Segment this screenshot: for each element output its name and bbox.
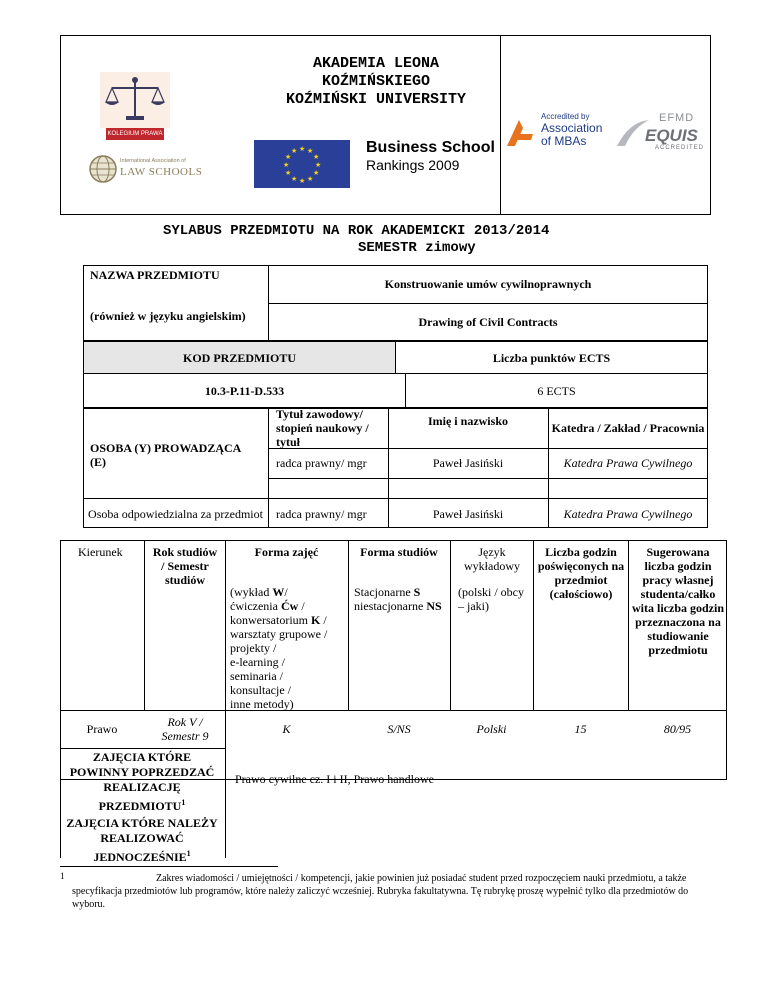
kierunek-value: Prawo: [86, 722, 118, 736]
svg-text:★: ★: [307, 147, 314, 155]
lecturer-label: OSOBA (Y) PROWADZĄCA (E): [90, 441, 241, 469]
col-title-header: Tytuł zawodowy/ stopień naukowy / tytuł: [276, 407, 369, 449]
ects-label: Liczba punktów ECTS: [492, 350, 611, 365]
title-line-1: AKADEMIA LEONA: [312, 55, 440, 72]
course-name-en-label: (również w języku angielskim): [90, 309, 246, 323]
syllabus-heading-line-1: SYLABUS PRZEDMIOTU NA ROK AKADEMICKI 2013/2014: [163, 223, 550, 239]
prereq-text-a: ZAJĘCIA KTÓRE POWINNY POPRZEDZAĆ REALIZACJĘ PRZEDMIOTU: [69, 750, 215, 813]
svg-text:★: ★: [307, 175, 314, 183]
desc-part: K: [310, 613, 321, 627]
forma-studiow-value: S/NS: [387, 722, 411, 736]
course-code-value: 10.3-P.11-D.533: [84, 374, 406, 407]
kierunek-header: Kierunek: [78, 545, 123, 559]
amba-line-1: Accredited by: [541, 112, 590, 121]
sugerowana-header: Sugerowana liczba godzin pracy własnej studenta/całko wita liczba godzin przeznaczona na studiowanie przedmiotu: [632, 545, 724, 657]
prereq-text-b: ZAJĘCIA KTÓRE NALEŻY REALIZOWAĆ JEDNOCZEŚNIE: [66, 816, 218, 864]
prereq-label-a: [62, 750, 222, 814]
title-line-3: KOŹMIŃSKI UNIVERSITY: [285, 91, 467, 108]
col-dept-header: Katedra / Zakład / Pracownia: [551, 421, 705, 435]
svg-text:★: ★: [315, 161, 322, 169]
divider: [628, 540, 629, 710]
desc-part: niestacjonarne: [354, 599, 424, 613]
teacher-row-2-title: radca prawny/ mgr: [276, 506, 367, 521]
forma-zajec-header: Forma zajęć: [254, 545, 319, 559]
footnote-number: 1: [60, 871, 65, 881]
divider: [533, 540, 534, 710]
responsible-label: Osoba odpowiedzialna za przedmiot: [88, 506, 263, 521]
university-title: [235, 55, 517, 109]
footnote-separator: [60, 866, 278, 867]
eu-flag-logo: [254, 140, 350, 188]
desc-part: Ćw: [280, 599, 299, 613]
svg-text:★: ★: [291, 175, 298, 183]
footnote-text: Zakres wiadomości / umiejętności / kompetencji, jakie powinien już posiadać student przed rozpoczęciem nauki przedmiotu, a także specyfikacja przedmiotów lub programów, które należy zaliczyć wcześniej. Rubryka fakultatywna. Tę rubrykę proszę wypełnić tylko dla przedmiotów do wyboru.: [72, 873, 689, 910]
amba-logo: [505, 110, 609, 154]
amba-line-2: Association: [541, 121, 603, 135]
jezyk-value: Polski: [476, 722, 507, 736]
law-schools-big-text: LAW SCHOOLS: [120, 166, 203, 178]
divider: [450, 540, 451, 710]
divider: [225, 748, 226, 858]
svg-text:★: ★: [283, 161, 290, 169]
footnote: [60, 871, 704, 911]
jezyk-header: Język wykładowy: [464, 545, 520, 573]
equis-text: EQUIS: [645, 126, 698, 145]
amba-line-3: of MBAs: [541, 134, 587, 148]
svg-text:★: ★: [291, 147, 298, 155]
course-name-en-value: Drawing of Civil Contracts: [418, 315, 558, 329]
divider: [60, 748, 61, 858]
divider: [144, 540, 145, 710]
divider: [268, 408, 269, 528]
svg-text:★: ★: [285, 169, 292, 177]
efmd-text: EFMD: [659, 112, 695, 124]
desc-part: NS: [426, 599, 442, 613]
prereq-label-b: [62, 816, 222, 865]
business-school-text: Business School: [366, 139, 495, 156]
sugerowana-value: 80/95: [663, 722, 692, 736]
footnote-ref-a: 1: [181, 798, 186, 807]
divider: [268, 478, 708, 479]
desc-part: W: [272, 585, 285, 599]
teacher-row-2-name: Paweł Jasiński: [432, 506, 504, 521]
divider: [60, 748, 225, 749]
liczba-godzin-header: Liczba godzin poświęconych na przedmiot (całościowo): [537, 545, 625, 601]
desc-part: S: [413, 585, 421, 599]
desc-part: Stacjonarne: [354, 585, 414, 599]
teacher-row-1-name: Paweł Jasiński: [432, 456, 504, 470]
amba-mark-icon: [505, 114, 535, 148]
forma-zajec-desc: [230, 585, 348, 711]
rok-value: Rok V / Semestr 9: [161, 715, 209, 743]
desc-part: / konwersatorium: [230, 599, 308, 627]
teacher-row-2-dept: Katedra Prawa Cywilnego: [563, 506, 693, 521]
svg-text:★: ★: [285, 153, 292, 161]
svg-text:★: ★: [313, 169, 320, 177]
col-name-header: Imię i nazwisko: [427, 414, 508, 428]
svg-text:★: ★: [299, 145, 306, 153]
kolegium-label: KOLEGIUM PRAWA: [106, 128, 164, 140]
accredited-text: ACCREDITED: [655, 145, 705, 151]
rankings-text: Rankings 2009: [366, 157, 460, 173]
teacher-row-1-title: radca prawny/ mgr: [276, 456, 367, 470]
forma-studiow-desc: [354, 585, 450, 613]
desc-part: (wykład: [230, 585, 273, 599]
law-schools-small-text: International Association of: [120, 158, 186, 164]
teacher-row-1-dept: Katedra Prawa Cywilnego: [563, 456, 693, 470]
business-school-ranking: [366, 138, 498, 178]
liczba-godzin-value: 15: [574, 722, 587, 736]
globe-icon: [88, 154, 118, 184]
title-line-2: KOŹMIŃSKIEGO: [321, 73, 431, 90]
prereq-value: Prawo cywilne cz. I i II, Prawo handlowe: [235, 772, 434, 786]
course-name-label: NAZWA PRZEDMIOTU: [90, 268, 220, 282]
footnote-ref-b: 1: [186, 849, 191, 858]
equis-logo: [615, 108, 707, 154]
desc-part: / warsztaty grupowe / projekty / e-learning / seminaria / konsultacje / inne metody): [230, 613, 328, 711]
ects-value: 6 ECTS: [537, 383, 576, 398]
syllabus-heading-line-2: SEMESTR zimowy: [358, 240, 476, 256]
desc-part: / ćwiczenia: [230, 585, 288, 613]
eu-stars-icon: [254, 140, 350, 188]
course-name-value: Konstruowanie umów cywilnoprawnych: [384, 277, 592, 291]
divider: [348, 540, 349, 710]
rok-header: Rok studiów / Semestr studiów: [152, 545, 218, 587]
kolegium-prawa-logo: [100, 72, 170, 142]
svg-text:★: ★: [313, 153, 320, 161]
forma-zajec-value: K: [282, 722, 291, 736]
law-schools-logo: [88, 150, 203, 190]
jezyk-desc: (polski / obcy – jaki): [458, 585, 524, 613]
svg-text:★: ★: [299, 177, 306, 185]
forma-studiow-header: Forma studiów: [360, 545, 438, 559]
course-code-label: KOD PRZEDMIOTU: [84, 342, 396, 373]
